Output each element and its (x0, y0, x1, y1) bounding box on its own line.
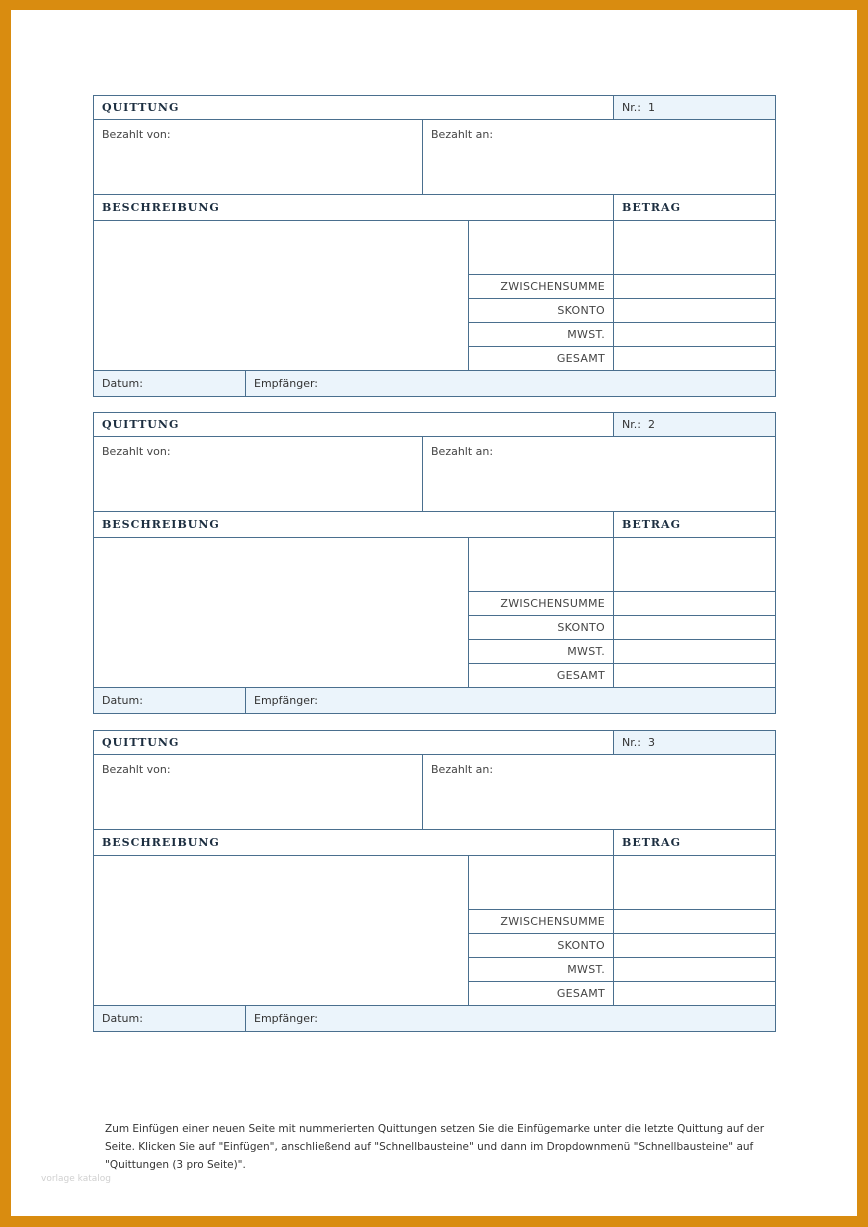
date-field[interactable] (94, 1006, 246, 1032)
total-field[interactable] (614, 982, 776, 1006)
blank-cell (469, 856, 614, 910)
paid-by-label: Bezahlt von: (102, 763, 171, 776)
recipient-field[interactable] (246, 688, 776, 714)
receipt-table (93, 730, 776, 1032)
date-label: Datum: (102, 1012, 143, 1025)
number-label: Nr.: (622, 101, 641, 114)
total-label: GESAMT (469, 664, 614, 688)
discount-field[interactable] (614, 616, 776, 640)
total-field[interactable] (614, 664, 776, 688)
number-value: 1 (647, 101, 655, 114)
amount-field[interactable] (614, 538, 776, 592)
blank-cell (469, 221, 614, 275)
receipt-2 (93, 412, 775, 707)
amount-header: BETRAG (614, 830, 776, 856)
subtotal-field[interactable] (614, 910, 776, 934)
vat-field[interactable] (614, 640, 776, 664)
description-header: BESCHREIBUNG (94, 830, 614, 856)
subtotal-field[interactable] (614, 592, 776, 616)
total-label: GESAMT (469, 982, 614, 1006)
recipient-field[interactable] (246, 1006, 776, 1032)
total-label: GESAMT (469, 347, 614, 371)
receipt-title: QUITTUNG (94, 96, 614, 120)
paid-to-field[interactable] (423, 755, 776, 830)
description-field[interactable] (94, 856, 469, 1006)
description-field[interactable] (94, 221, 469, 371)
vat-label: MWST. (469, 323, 614, 347)
paid-by-field[interactable] (94, 755, 423, 830)
recipient-label: Empfänger: (254, 1012, 319, 1025)
description-header: BESCHREIBUNG (94, 195, 614, 221)
discount-field[interactable] (614, 934, 776, 958)
total-field[interactable] (614, 347, 776, 371)
receipt-table (93, 95, 776, 397)
date-label: Datum: (102, 377, 143, 390)
receipt-1 (93, 95, 775, 390)
watermark-text: vorlage katalog (41, 1174, 111, 1184)
vat-field[interactable] (614, 323, 776, 347)
amount-header: BETRAG (614, 195, 776, 221)
blank-cell (469, 538, 614, 592)
amount-field[interactable] (614, 221, 776, 275)
document-page (11, 10, 857, 1216)
paid-by-label: Bezahlt von: (102, 128, 171, 141)
date-label: Datum: (102, 694, 143, 707)
number-value: 2 (647, 418, 655, 431)
discount-label: SKONTO (469, 934, 614, 958)
vat-label: MWST. (469, 958, 614, 982)
discount-label: SKONTO (469, 616, 614, 640)
instructions-text: Zum Einfügen einer neuen Seite mit nummerierten Quittungen setzen Sie die Einfügemarke unter die letzte Quittung auf der Seite. Klicken Sie auf "Einfügen", anschließend auf "Schnellbausteine" und dann im Dropdownmenü "Schnellbausteine" auf "Quittungen (3 pro Seite)". (105, 1123, 765, 1171)
number-label: Nr.: (622, 418, 641, 431)
paid-by-field[interactable] (94, 437, 423, 512)
vat-label: MWST. (469, 640, 614, 664)
receipt-3 (93, 730, 775, 1025)
subtotal-field[interactable] (614, 275, 776, 299)
paid-to-label: Bezahlt an: (431, 763, 494, 776)
receipt-title: QUITTUNG (94, 413, 614, 437)
number-value: 3 (647, 736, 655, 749)
receipt-title: QUITTUNG (94, 731, 614, 755)
recipient-field[interactable] (246, 371, 776, 397)
date-field[interactable] (94, 371, 246, 397)
recipient-label: Empfänger: (254, 377, 319, 390)
receipt-number[interactable] (614, 96, 776, 120)
subtotal-label: ZWISCHENSUMME (469, 275, 614, 299)
paid-to-label: Bezahlt an: (431, 128, 494, 141)
amount-field[interactable] (614, 856, 776, 910)
receipt-number[interactable] (614, 413, 776, 437)
amount-header: BETRAG (614, 512, 776, 538)
receipt-number[interactable] (614, 731, 776, 755)
vat-field[interactable] (614, 958, 776, 982)
number-label: Nr.: (622, 736, 641, 749)
paid-to-field[interactable] (423, 120, 776, 195)
description-header: BESCHREIBUNG (94, 512, 614, 538)
paid-by-field[interactable] (94, 120, 423, 195)
receipt-table (93, 412, 776, 714)
subtotal-label: ZWISCHENSUMME (469, 592, 614, 616)
paid-by-label: Bezahlt von: (102, 445, 171, 458)
date-field[interactable] (94, 688, 246, 714)
paid-to-label: Bezahlt an: (431, 445, 494, 458)
subtotal-label: ZWISCHENSUMME (469, 910, 614, 934)
description-field[interactable] (94, 538, 469, 688)
paid-to-field[interactable] (423, 437, 776, 512)
recipient-label: Empfänger: (254, 694, 319, 707)
discount-field[interactable] (614, 299, 776, 323)
discount-label: SKONTO (469, 299, 614, 323)
